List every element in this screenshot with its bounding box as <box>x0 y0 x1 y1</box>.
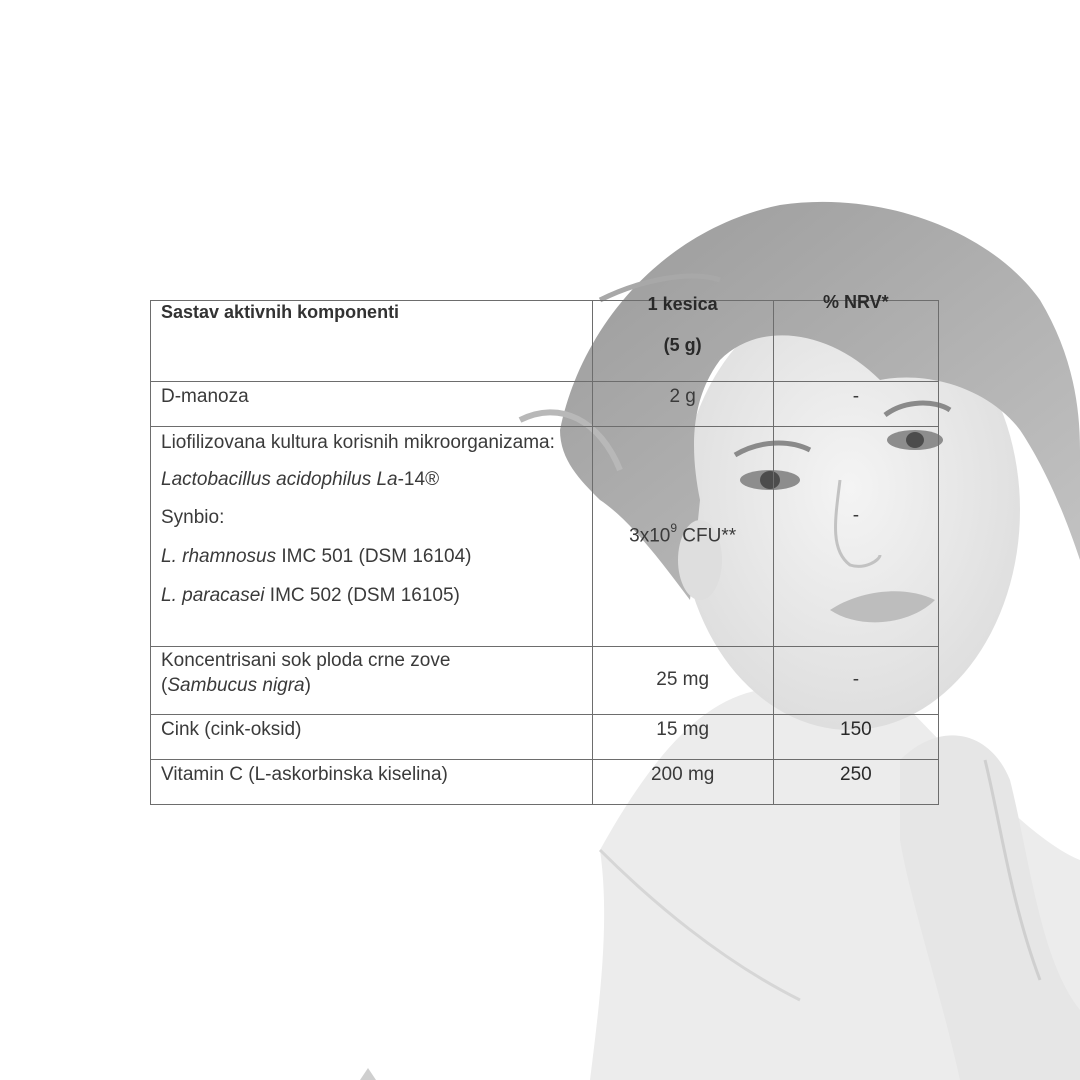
juice-dose: 25 mg <box>592 647 773 715</box>
mannose-dose: 2 g <box>592 382 773 427</box>
juice-nrv: - <box>773 647 938 715</box>
strain-rhamnosus <box>161 545 592 570</box>
vitc-nrv: 250 <box>773 760 938 805</box>
header-dose-line2: (5 g) <box>663 335 702 356</box>
header-nrv-text: % NRV* <box>823 292 889 312</box>
culture-dose-exponent: 9 <box>670 521 678 536</box>
header-component: Sastav aktivnih komponenti <box>151 301 593 382</box>
culture-dose-unit: CFU** <box>677 525 737 547</box>
mannose-name: D-manoza <box>151 382 593 427</box>
composition-table-container <box>150 292 939 805</box>
culture-name: Liofilizovana kultura korisnih mikroorganizama: <box>161 432 555 453</box>
mannose-nrv: - <box>773 382 938 427</box>
zinc-dose: 15 mg <box>592 715 773 760</box>
table-row <box>151 647 939 715</box>
culture-dose-base: 3x10 <box>629 525 671 547</box>
juice-name-italic: Sambucus nigra <box>167 674 305 696</box>
strain-acidophilus <box>161 468 592 493</box>
strain-paracasei-italic: L. paracasei <box>161 584 265 606</box>
juice-name-open: ( <box>161 674 168 696</box>
culture-name-cell <box>151 427 593 647</box>
strain-paracasei-rest: IMC 502 (DSM 16105) <box>264 584 460 606</box>
table-row <box>151 760 939 805</box>
strain-acidophilus-rest: -14® <box>397 468 440 490</box>
composition-table <box>150 292 939 805</box>
juice-name-line1: Koncentrisani sok ploda crne zove <box>161 650 451 671</box>
table-header-row <box>151 301 939 382</box>
header-dose <box>592 294 773 382</box>
vitc-name: Vitamin C (L-askorbinska kiselina) <box>151 760 593 805</box>
culture-nrv <box>773 427 938 647</box>
culture-nrv-text: - <box>852 505 860 527</box>
strain-rhamnosus-italic: L. rhamnosus <box>161 546 277 568</box>
table-row <box>151 715 939 760</box>
vitc-dose: 200 mg <box>592 760 773 805</box>
synbio-label: Synbio: <box>161 507 225 529</box>
strain-acidophilus-italic: Lactobacillus acidophilus La <box>161 468 398 490</box>
zinc-name: Cink (cink-oksid) <box>151 715 593 760</box>
header-dose-line1: 1 kesica <box>647 294 718 314</box>
juice-name-cell <box>151 647 593 715</box>
juice-name-close: ) <box>304 674 311 696</box>
header-nrv <box>773 292 938 382</box>
zinc-nrv: 150 <box>773 715 938 760</box>
culture-dose <box>592 427 773 647</box>
strain-paracasei <box>161 584 592 609</box>
table-row <box>151 427 939 647</box>
strain-rhamnosus-rest: IMC 501 (DSM 16104) <box>276 546 472 568</box>
table-row <box>151 382 939 427</box>
